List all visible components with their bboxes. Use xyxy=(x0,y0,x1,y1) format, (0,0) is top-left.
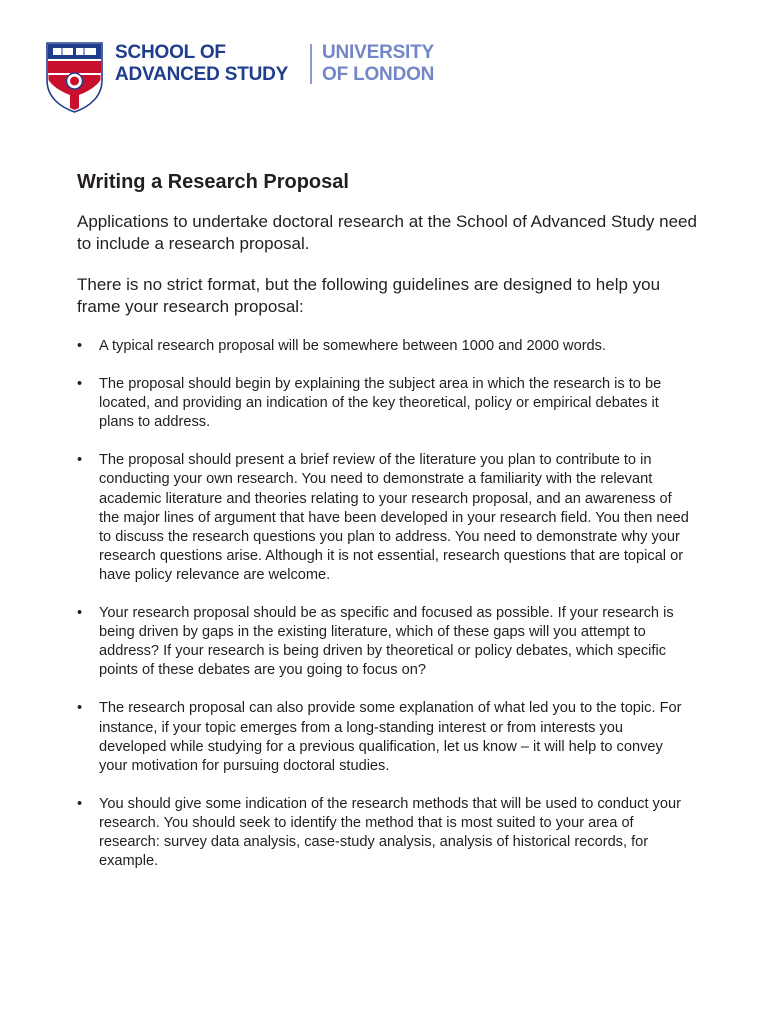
bullet-marker: • xyxy=(77,700,83,717)
bullet-marker: • xyxy=(77,452,83,469)
bullet-marker: • xyxy=(77,338,83,354)
header-divider xyxy=(310,44,312,84)
bullet-marker: • xyxy=(77,795,83,812)
university-name xyxy=(322,42,434,86)
school-name-line1: SCHOOL OF xyxy=(115,42,226,63)
guideline-text: The proposal should present a brief review of the literature you plan to contribute to in conducting your own research. You need to demonstrate a familiarity with the relevant academic literature and theories relating to your research proposal, and an awareness of the major lines of argument that have been developed in your research field. You then need to discuss the research questions you plan to address. You need to demonstrate why your research questions arise. Although it is not essential, research questions that are topical or have policy relevance are welcome. xyxy=(99,452,689,583)
intro-paragraph: There is no strict format, but the following guidelines are designed to help you frame your research proposal: xyxy=(77,275,661,316)
university-name-line1: UNIVERSITY xyxy=(322,42,435,63)
guideline-item xyxy=(77,451,689,585)
school-name xyxy=(115,42,288,86)
guideline-text: The proposal should begin by explaining the subject area in which the research is to be located, and providing an indication of the key theoretical, policy or empirical debates it plans to address. xyxy=(99,376,662,431)
guideline-text: Your research proposal should be as specific and focused as possible. If your research is being driven by gaps in the existing literature, which of these gaps will you attempt to address? If your research is being driven by theoretical or policy debates, which specific points of these debates are you going to focus on? xyxy=(99,605,674,679)
guideline-item xyxy=(77,795,689,871)
guideline-item xyxy=(77,337,689,356)
school-name-line2: ADVANCED STUDY xyxy=(115,64,289,85)
intro-paragraph: Applications to undertake doctoral research at the School of Advanced Study need to include a research proposal. xyxy=(77,212,697,253)
guideline-item xyxy=(77,604,689,680)
document-title: Writing a Research Proposal xyxy=(77,171,349,193)
university-name-line2: OF LONDON xyxy=(322,64,435,85)
guideline-item xyxy=(77,375,689,432)
university-crest-logo xyxy=(46,42,103,113)
bullet-marker: • xyxy=(77,605,83,622)
institution-header xyxy=(46,42,466,114)
guidelines-list xyxy=(77,337,689,890)
guideline-text: The research proposal can also provide some explanation of what led you to the topic. For instance, if your topic emerges from a long-standing interest or from interests you developed while studying for a previous qualification, let us know – it will help to convey your motivation for pursuing doctoral studies. xyxy=(99,700,682,774)
guideline-text: You should give some indication of the research methods that will be used to conduct your research. You should seek to identify the method that is most suited to your area of research: survey data analysis, case-study analysis, analysis of historical records, for example. xyxy=(99,795,681,870)
guideline-item xyxy=(77,699,689,775)
guideline-text: A typical research proposal will be somewhere between 1000 and 2000 words. xyxy=(99,338,607,354)
bullet-marker: • xyxy=(77,376,83,393)
